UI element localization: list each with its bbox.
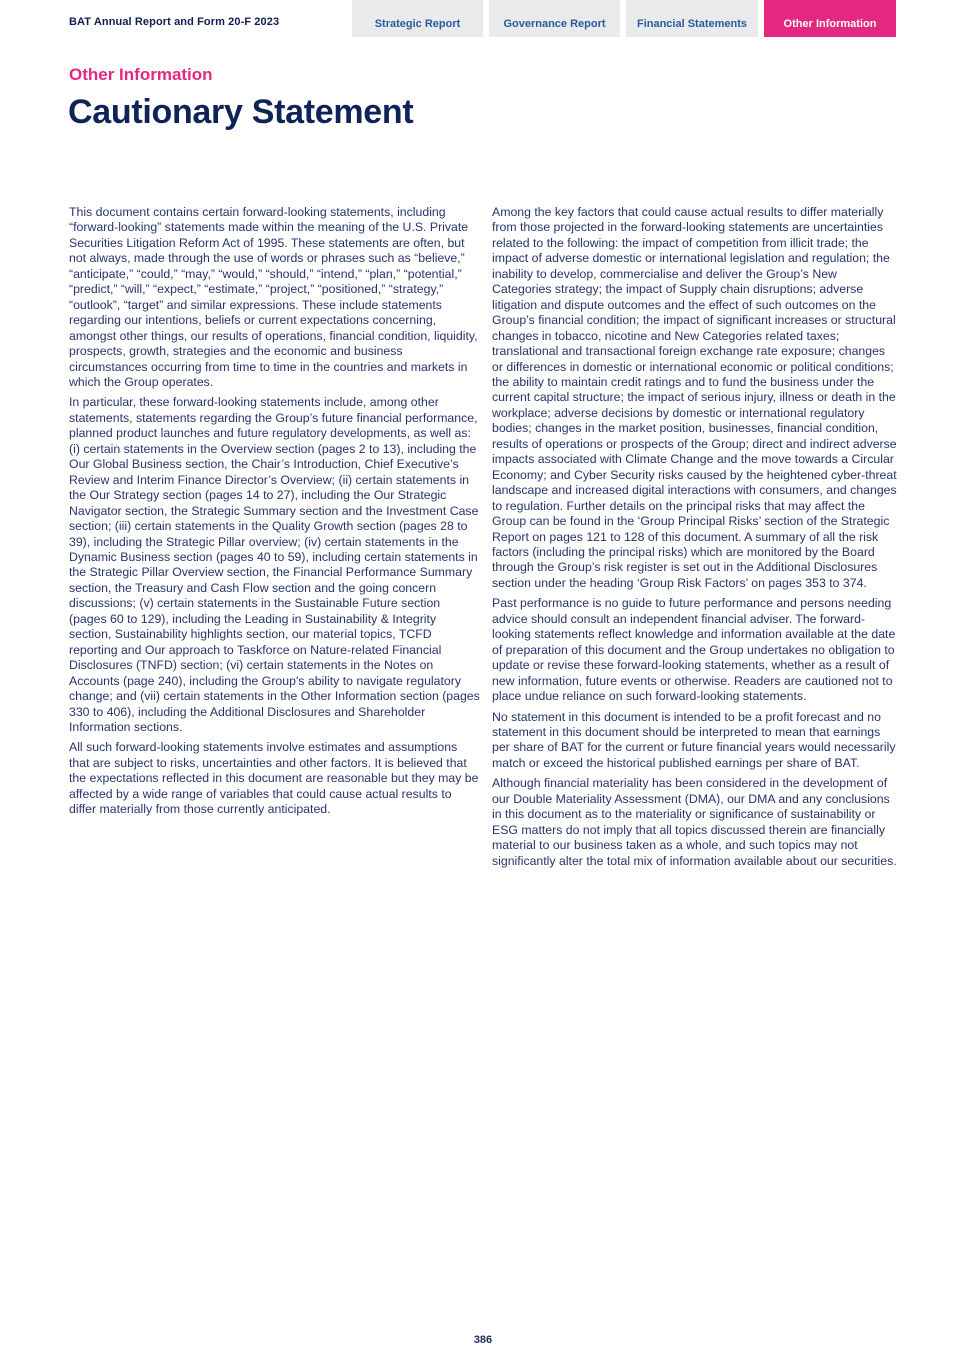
top-navigation	[0, 0, 966, 38]
section-label: Other Information	[69, 65, 213, 84]
paragraph: In particular, these forward-looking statements include, among other statements, statements regarding the Group’s future financial performance, planned product launches and future regulatory developments, as well as: (i) certain statements in the Overview section (pages 2 to 13), including the Our Global Business section, the Chair’s Introduction, Chief Executive’s Review and Interim Finance Director’s Overview; (ii) certain statements in the Our Strategy section (pages 14 to 27), including the Our Strategic Navigator section, the Strategic Summary section and the Investment Case section; (iii) certain statements in the Quality Growth section (pages 28 to 39), including the Strategic Pillar overview; (iv) certain statements in the Dynamic Business section (pages 40 to 59), including certain statements in the Strategic Pillar Overview section, the Financial Performance Summary section, the Treasury and Cash Flow section and the going concern discussions; (v) certain statements in the Sustainable Future section (pages 60 to 129), including the Leading in Sustainability & Integrity section, Sustainability highlights section, our material topics, TCFD reporting and Our approach to Taskforce on Nature-related Financial Disclosures (TNFD) section; (vi) certain statements in the Notes on Accounts (page 240), including the Group's ability to navigate regulatory change; and (vii) certain statements in the Other Information section (pages 330 to 406), including the Additional Disclosures and Shareholder Information sections.	[69, 395, 480, 734]
left-column	[69, 205, 481, 823]
paragraph: This document contains certain forward-looking statements, including “forward-looking” statements made within the meaning of the U.S. Private Securities Litigation Reform Act of 1995. These statements are often, but not always, made through the use of words or phrases such as “believe,” “anticipate,” “could,” “may,” “would,” “should,” “intend,” “plan,” “potential,” “predict,” “will,” “expect,” “estimate,” “project,” “positioned,” “strategy,” “outlook”, “target” and similar expressions. These include statements regarding our intentions, beliefs or current expectations concerning, amongst other things, our results of operations, financial condition, liquidity, prospects, growth, strategies and the economic and business circumstances occurring from time to time in the countries and markets in which the Group operates.	[69, 205, 478, 389]
page-title: Cautionary Statement	[68, 93, 414, 131]
tab-other-information[interactable]: Other Information	[764, 0, 896, 37]
paragraph: Past performance is no guide to future performance and persons needing advice should consult an independent financial adviser. The forward-looking statements reflect knowledge and information available at the date of preparation of this document and the Group undertakes no obligation to update or revise these forward-looking statements, whether as a result of new information, future events or otherwise. Readers are cautioned not to place undue reliance on such forward-looking statements.	[492, 596, 896, 704]
paragraph: All such forward-looking statements involve estimates and assumptions that are subject to risks, uncertainties and other factors. It is believed that the expectations reflected in this document are reasonable but they may be affected by a wide range of variables that could cause actual results to differ materially from those currently anticipated.	[69, 740, 479, 817]
tab-strategic-report[interactable]: Strategic Report	[352, 0, 483, 37]
paragraph: Among the key factors that could cause actual results to differ materially from those projected in the forward-looking statements are uncertainties related to the following: the impact of competition from illicit trade; the impact of adverse domestic or international legislation and regulation; the inability to develop, commercialise and deliver the Group’s New Categories strategy; the impact of Supply chain disruptions; adverse litigation and dispute outcomes and the effect of such outcomes on the Group’s financial condition; the impact of significant increases or structural changes in tobacco, nicotine and New Categories related taxes; translational and transactional foreign exchange rate exposure; changes or differences in domestic or international economic or political conditions; the ability to maintain credit ratings and to fund the business under the current capital structure; the impact of serious injury, illness or death in the workplace; adverse decisions by domestic or international regulatory bodies; changes in the market position, businesses, financial condition, results of operations or prospects of the Group; direct and indirect adverse impacts associated with Climate Change and the move towards a Circular Economy; and Cyber Security risks caused by the heightened cyber-threat landscape and increased digital interactions with consumers, and changes to regulation. Further details on the principal risks that may affect the Group can be found in the ‘Group Principal Risks’ section of the Strategic Report on pages 121 to 128 of this document. A summary of all the risk factors (including the principal risks) which are monitored by the Board through the Group’s risk register is set out in the Additional Disclosures section under the heading ‘Group Risk Factors’ on pages 353 to 374.	[492, 205, 897, 590]
document-title: BAT Annual Report and Form 20-F 2023	[69, 16, 280, 28]
tab-governance-report[interactable]: Governance Report	[489, 0, 620, 37]
paragraph: No statement in this document is intended to be a profit forecast and no statement in this document should be interpreted to mean that earnings per share of BAT for the current or future financial years would necessarily match or exceed the historical published earnings per share of BAT.	[492, 709, 896, 770]
right-column	[492, 205, 898, 874]
page-number: 386	[473, 1334, 493, 1346]
paragraph: Although financial materiality has been considered in the development of our Double Materiality Assessment (DMA), our DMA and any conclusions in this document as to the materiality or significance of sustainability or ESG matters do not imply that all topics discussed therein are financially material to our business taken as a whole, and such topics may not significantly alter the total mix of information available about our securities.	[492, 776, 897, 868]
tab-financial-statements[interactable]: Financial Statements	[626, 0, 758, 37]
